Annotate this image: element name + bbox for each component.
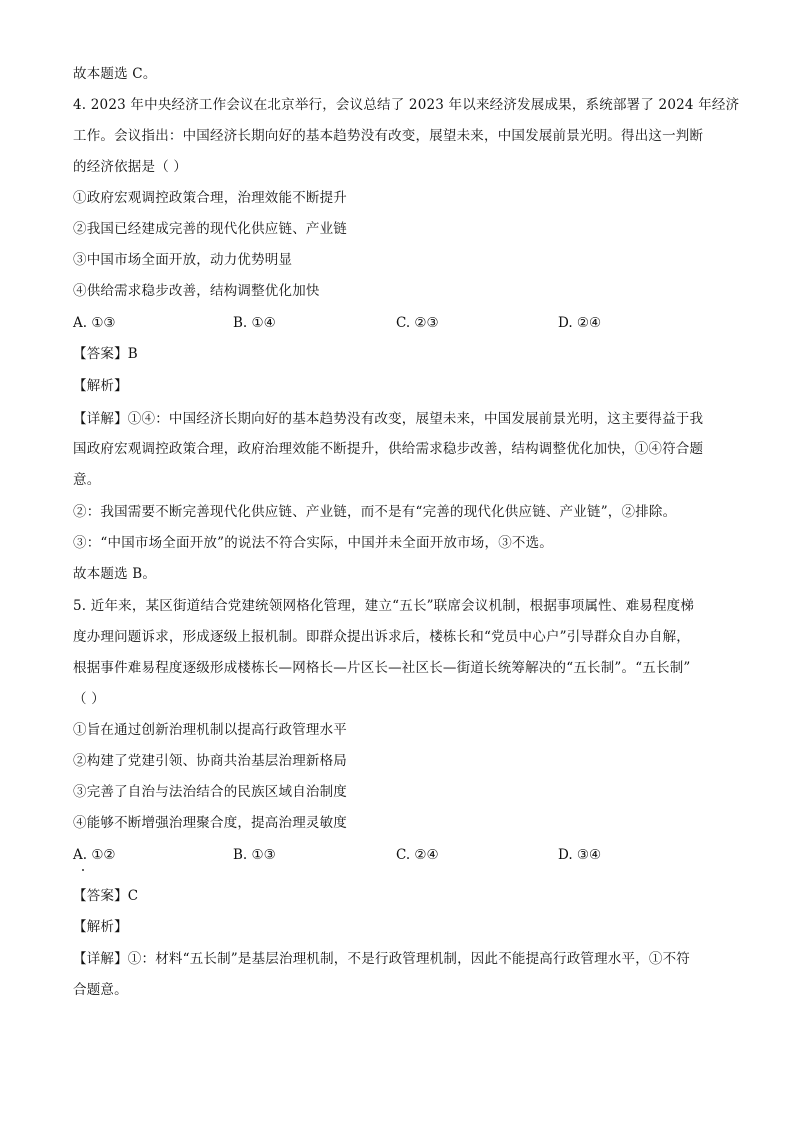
statement-4: ④能够不断增强治理聚合度，提高治理灵敏度 xyxy=(73,815,347,831)
explanation-text: 合题意。 xyxy=(73,982,128,998)
analysis-label: 【解析】 xyxy=(73,378,128,394)
question-4-stem: 工作。会议指出：中国经济长期向好的基本趋势没有改变，展望未来，中国发展前景光明。得出这一判断 xyxy=(73,128,704,144)
question-5-stem: 根据事件难易程度逐级形成楼栋长—网格长—片区长—社区长—街道长统筹解决的“五长制”。“五长制” xyxy=(73,660,691,676)
question-5-stem: 度办理问题诉求，形成逐级上报机制。即群众提出诉求后，楼栋长和“党员中心户”引导群众自办自解， xyxy=(73,629,691,645)
answer-label: 【答案】B xyxy=(73,346,138,362)
answer-label: 【答案】C xyxy=(73,888,139,904)
statement-3: ③中国市场全面开放，动力优势明显 xyxy=(73,252,293,268)
explanation-text: 【详解】①④：中国经济长期向好的基本趋势没有改变，展望未来，中国发展前景光明，这主要得益于我 xyxy=(73,411,704,427)
option-b: B. ①③ xyxy=(233,847,276,863)
analysis-label: 【解析】 xyxy=(73,919,128,935)
statement-1: ①旨在通过创新治理机制以提高行政管理水平 xyxy=(73,722,347,738)
statement-2: ②构建了党建引领、协商共治基层治理新格局 xyxy=(73,753,347,769)
stray-dot xyxy=(82,869,84,871)
option-d: D. ③④ xyxy=(558,847,602,863)
conclusion-line: 故本题选 C。 xyxy=(73,66,157,82)
conclusion-line: 故本题选 B。 xyxy=(73,566,157,582)
explanation-text: 【详解】①：材料“五长制”是基层治理机制，不是行政管理机制，因此不能提高行政管理水平，①不符 xyxy=(73,951,691,967)
option-c: C. ②③ xyxy=(396,315,439,331)
statement-1: ①政府宏观调控政策合理，治理效能不断提升 xyxy=(73,190,347,206)
option-c: C. ②④ xyxy=(396,847,439,863)
question-5-options xyxy=(73,845,723,865)
option-a: A. ①③ xyxy=(73,315,116,331)
explanation-text: ②：我国需要不断完善现代化供应链、产业链，而不是有“完善的现代化供应链、产业链”，②排除。 xyxy=(73,504,677,520)
question-5-stem: （ ） xyxy=(73,691,105,707)
explanation-text: ③：“中国市场全面开放”的说法不符合实际，中国并未全面开放市场，③不选。 xyxy=(73,535,554,551)
question-4-stem: 4. 2023 年中央经济工作会议在北京举行，会议总结了 2023 年以来经济发展成果，系统部署了 2024 年经济 xyxy=(73,97,740,113)
option-d: D. ②④ xyxy=(558,315,602,331)
statement-4: ④供给需求稳步改善，结构调整优化加快 xyxy=(73,283,320,299)
question-4-options xyxy=(73,313,723,333)
question-5-stem: 5. 近年来，某区街道结合党建统领网格化管理，建立“五长”联席会议机制，根据事项属性、难易程度梯 xyxy=(73,598,695,614)
explanation-text: 意。 xyxy=(73,472,101,488)
statement-3: ③完善了自治与法治结合的民族区域自治制度 xyxy=(73,784,347,800)
option-a: A. ①② xyxy=(73,847,116,863)
option-b: B. ①④ xyxy=(233,315,276,331)
statement-2: ②我国已经建成完善的现代化供应链、产业链 xyxy=(73,221,347,237)
question-4-stem: 的经济依据是（ ） xyxy=(73,159,188,175)
explanation-text: 国政府宏观调控政策合理，政府治理效能不断提升，供给需求稳步改善，结构调整优化加快，①④符合题 xyxy=(73,441,704,457)
